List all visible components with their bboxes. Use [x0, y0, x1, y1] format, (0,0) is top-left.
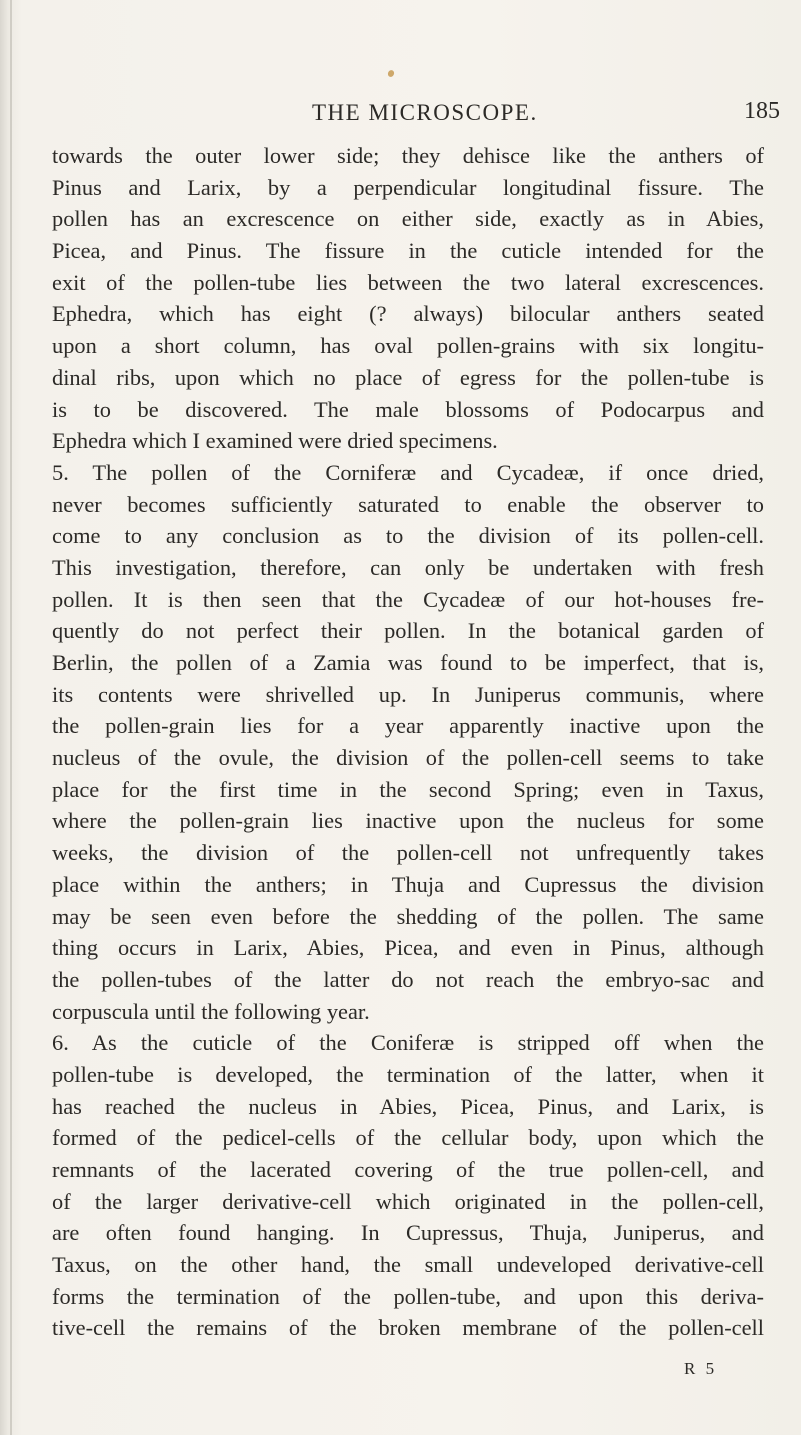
text-line: remnants of the lacerated covering of the true pollen-cell, and: [52, 1157, 764, 1182]
text-line: exit of the pollen-tube lies between the two lateral excrescences.: [52, 269, 764, 295]
text-line: place for the first time in the second Spring; even in Taxus,: [52, 776, 764, 802]
text-line: upon a short column, has oval pollen-grains with six longitu-: [52, 333, 764, 359]
binding-gutter: [10, 0, 12, 1435]
text-line: Ephedra which I examined were dried specimens.: [52, 428, 498, 454]
text-line: pollen has an excrescence on either side, exactly as in Abies,: [52, 206, 764, 232]
text-line: come to any conclusion as to the division of its pollen-cell.: [52, 523, 764, 549]
ink-smudge: [387, 69, 395, 78]
text-line: 6. As the cuticle of the Coniferæ is stripped off when the: [52, 1030, 764, 1056]
text-line: pollen. It is then seen that the Cycadeæ of our hot-houses fre-: [52, 586, 764, 612]
text-line: This investigation, therefore, can only be undertaken with fresh: [52, 554, 764, 580]
text-line: of the larger derivative-cell which originated in the pollen-cell,: [52, 1188, 764, 1214]
text-line: has reached the nucleus in Abies, Picea, Pinus, and Larix, is: [52, 1093, 764, 1119]
text-line: Berlin, the pollen of a Zamia was found to be imperfect, that is,: [52, 650, 764, 675]
text-line: are often found hanging. In Cupressus, Thuja, Juniperus, and: [52, 1220, 764, 1246]
text-line: may be seen even before the shedding of the pollen. The same: [52, 903, 764, 929]
body-text: [52, 140, 764, 1344]
text-line: place within the anthers; in Thuja and Cupressus the division: [52, 871, 764, 897]
text-line: Ephedra, which has eight (? always) bilocular anthers seated: [52, 301, 764, 327]
text-line: thing occurs in Larix, Abies, Picea, and even in Pinus, although: [52, 935, 764, 961]
text-line: where the pollen-grain lies inactive upon the nucleus for some: [52, 808, 764, 834]
text-line: Taxus, on the other hand, the small undeveloped derivative-cell: [52, 1252, 764, 1278]
running-title: THE MICROSCOPE.: [312, 100, 538, 125]
page-number: 185: [744, 98, 780, 124]
page-header: [0, 96, 801, 130]
text-line: is to be discovered. The male blossoms of Podocarpus and: [52, 396, 764, 422]
text-line: Picea, and Pinus. The fissure in the cuticle intended for the: [52, 238, 764, 264]
text-line: tive-cell the remains of the broken membrane of the pollen-cell: [52, 1315, 764, 1341]
text-line: Pinus and Larix, by a perpendicular longitudinal fissure. The: [52, 174, 764, 200]
text-line: pollen-tube is developed, the termination of the latter, when it: [52, 1061, 764, 1087]
text-line: nucleus of the ovule, the division of the pollen-cell seems to take: [52, 745, 764, 771]
text-line: quently do not perfect their pollen. In the botanical garden of: [52, 618, 764, 644]
text-line: its contents were shrivelled up. In Juniperus communis, where: [52, 681, 764, 707]
text-line: towards the outer lower side; they dehisce like the anthers of: [52, 143, 764, 168]
text-line: dinal ribs, upon which no place of egress for the pollen-tube is: [52, 364, 764, 390]
text-line: the pollen-tubes of the latter do not reach the embryo-sac and: [52, 966, 764, 992]
text-line: the pollen-grain lies for a year apparently inactive upon the: [52, 713, 764, 739]
text-line: weeks, the division of the pollen-cell not unfrequently takes: [52, 840, 764, 866]
signature-mark: R 5: [684, 1359, 718, 1378]
text-line: never becomes sufficiently saturated to enable the observer to: [52, 491, 764, 517]
text-line: 5. The pollen of the Corniferæ and Cycadeæ, if once dried,: [52, 459, 764, 485]
text-line: forms the termination of the pollen-tube, and upon this deriva-: [52, 1283, 764, 1309]
text-line: corpuscula until the following year.: [52, 998, 370, 1024]
text-line: formed of the pedicel-cells of the cellular body, upon which the: [52, 1125, 764, 1151]
